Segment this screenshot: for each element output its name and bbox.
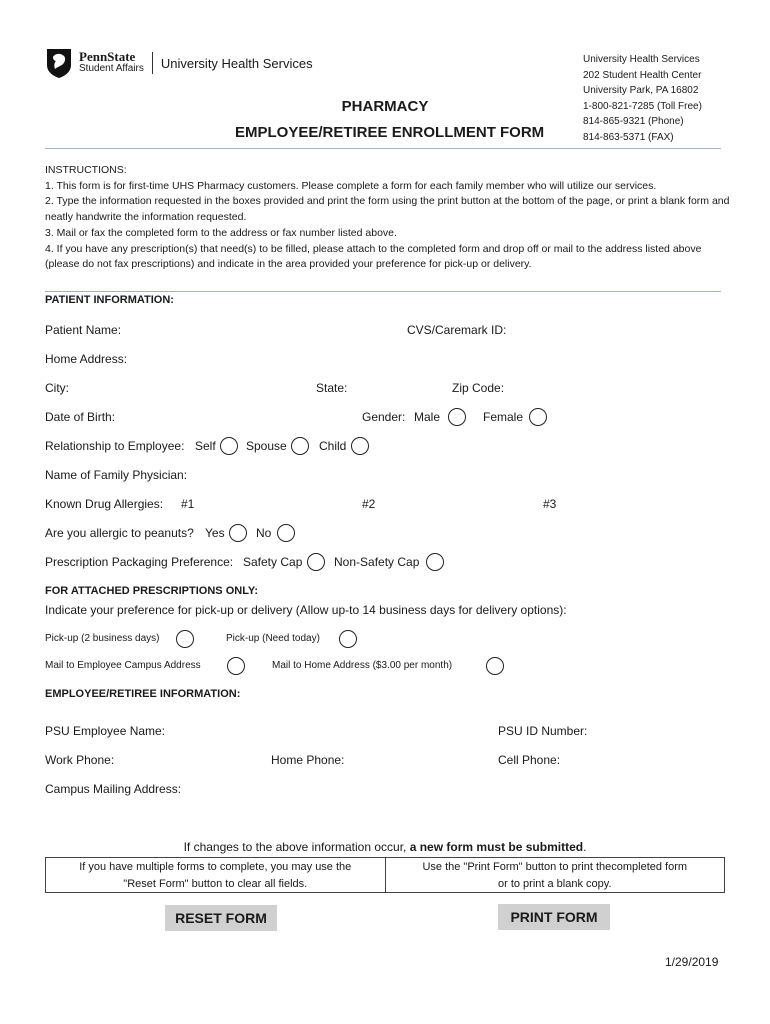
delivery-preference-instructions: Indicate your preference for pick-up or delivery (Allow up-to 14 business days for delivery options): [45,603,567,617]
form-subtitle: EMPLOYEE/RETIREE ENROLLMENT FORM [235,124,545,141]
address-line: 1-800-821-7285 (Toll Free) [583,100,702,112]
form-title: PHARMACY [341,98,429,115]
safety-cap-radio[interactable] [307,553,325,571]
employee-name-label: PSU Employee Name: [45,724,166,738]
relationship-label: Relationship to Employee: [45,439,185,453]
address-line: University Health Services [583,54,700,65]
cvs-caremark-id-label: CVS/Caremark ID: [407,323,507,337]
peanut-yes-label: Yes [205,526,225,540]
address-line: 814-863-5371 (FAX) [583,131,674,143]
cell-phone-label: Cell Phone: [498,753,561,767]
psu-id-label: PSU ID Number: [498,724,588,738]
gender-label: Gender: [362,410,406,424]
reset-instructions-line: "Reset Form" button to clear all fields. [123,878,308,890]
change-notice-text: If changes to the above information occur, [183,840,407,854]
reset-instructions-cell [46,858,385,892]
pennstate-logo [45,46,313,80]
address-line: 814-865-9321 (Phone) [583,116,684,127]
address-line: University Park, PA 16802 [583,85,699,96]
logo-wordmark: PennState [79,49,136,64]
home-phone-label: Home Phone: [271,753,345,767]
gender-male-radio[interactable] [448,408,466,426]
relationship-self-radio[interactable] [220,437,238,455]
work-phone-label: Work Phone: [45,753,115,767]
allergy-3-label: #3 [543,497,557,511]
instructions-table [45,857,725,893]
patient-name-label: Patient Name: [45,323,122,337]
instruction-item: 1. This form is for first-time UHS Pharmacy customers. Please complete a form for each family member who will utilize our services. [45,179,657,192]
print-form-button[interactable]: PRINT FORM [498,904,610,930]
family-physician-label: Name of Family Physician: [45,468,188,482]
patient-section-heading: PATIENT INFORMATION: [45,294,174,306]
logo-division: Student Affairs [79,63,144,74]
pickup-today-label: Pick-up (Need today) [226,633,320,644]
peanut-no-radio[interactable] [277,524,295,542]
form-date: 1/29/2019 [665,955,719,969]
instruction-item: 3. Mail or fax the completed form to the address or fax number listed above. [45,226,397,239]
peanut-yes-radio[interactable] [229,524,247,542]
pickup-2-days-radio[interactable] [176,630,194,648]
mail-home-radio[interactable] [486,657,504,675]
gender-female-radio[interactable] [529,408,547,426]
change-notice-emphasis: a new form must be submitted [409,840,584,854]
home-address-label: Home Address: [45,352,128,366]
gender-male-label: Male [414,410,441,424]
mail-home-label: Mail to Home Address ($3.00 per month) [272,660,453,671]
reset-instructions-line: If you have multiple forms to complete, you may use the [79,861,352,873]
packaging-preference-label: Prescription Packaging Preference: [45,555,234,569]
instruction-item: 4. If you have any prescription(s) that need(s) to be filled, please attach to the completed form and drop off or mail to the address listed above (please do not fax prescriptions) and indicate in the area provided your preference for pick-up or delivery. [45,242,702,271]
relationship-child-radio[interactable] [351,437,369,455]
pickup-2-days-label: Pick-up (2 business days) [45,633,160,644]
peanut-allergy-label: Are you allergic to peanuts? [45,526,194,540]
safety-cap-label: Safety Cap [243,555,303,569]
nittany-lion-shield-icon [45,47,73,79]
mail-campus-label: Mail to Employee Campus Address [45,660,201,671]
instructions-heading: INSTRUCTIONS: [45,164,127,176]
relationship-spouse-label: Spouse [246,439,287,453]
drug-allergies-label: Known Drug Allergies: [45,497,164,511]
non-safety-cap-radio[interactable] [426,553,444,571]
zip-code-label: Zip Code: [452,381,505,395]
address-line: 202 Student Health Center [583,69,702,81]
print-instructions-line: Use the "Print Form" button to print thecompleted form [422,861,688,873]
change-notice [0,840,770,854]
non-safety-cap-label: Non-Safety Cap [334,555,420,569]
reset-form-button[interactable]: RESET FORM [165,905,277,931]
relationship-self-label: Self [195,439,216,453]
pickup-today-radio[interactable] [339,630,357,648]
instruction-item: 2. Type the information requested in the boxes provided and print the form using the print button at the bottom of the page, or print a blank form and neatly handwrite the information requested. [45,195,730,224]
gender-female-label: Female [483,410,524,424]
section-divider [45,291,721,292]
date-of-birth-label: Date of Birth: [45,410,116,424]
city-label: City: [45,381,69,395]
print-instructions-line: or to print a blank copy. [497,878,612,890]
peanut-no-label: No [256,526,272,540]
allergy-2-label: #2 [362,497,376,511]
header-divider [45,148,721,149]
logo-unit: University Health Services [160,55,313,71]
instructions [45,163,735,273]
mail-campus-radio[interactable] [227,657,245,675]
campus-mailing-address-label: Campus Mailing Address: [45,782,182,796]
relationship-spouse-radio[interactable] [291,437,309,455]
logo-divider [152,52,153,74]
allergy-1-label: #1 [181,497,195,511]
prescriptions-section-heading: FOR ATTACHED PRESCRIPTIONS ONLY: [45,585,259,597]
relationship-child-label: Child [319,439,347,453]
change-notice-period: . [583,840,587,854]
employee-section-heading: EMPLOYEE/RETIREE INFORMATION: [45,688,241,700]
state-label: State: [316,381,348,395]
print-instructions-cell [385,858,725,892]
